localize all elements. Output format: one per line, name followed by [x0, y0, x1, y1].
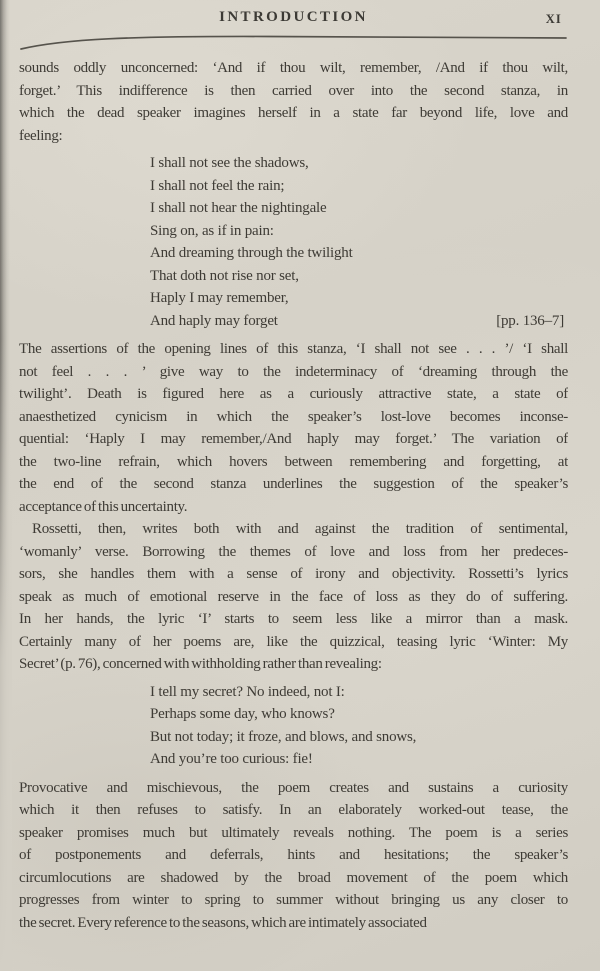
- text-line: which the dead speaker imagines herself in a state far beyond life, love and: [19, 105, 568, 121]
- verse-line: Perhaps some day, who knows?: [150, 706, 335, 722]
- text-column: [19, 57, 568, 934]
- text-line: forget.’ This indifference is then carried over into the second stanza, in: [19, 82, 568, 99]
- page-edge-shadow-fade: [0, 0, 12, 971]
- verse-line: But not today; it froze, and blows, and snows,: [150, 728, 417, 745]
- paragraph-block: [19, 777, 568, 935]
- verse-line: Haply I may remember,: [150, 290, 289, 306]
- text-line: the two-line refrain, which hovers between remembering and forgetting, at: [19, 453, 568, 470]
- text-line: Rossetti, then, writes both with and against the tradition of sentimental,: [32, 521, 568, 537]
- header-rule: [19, 27, 568, 55]
- text-line: In her hands, the lyric ‘I’ starts to seem less like a mirror than a mask.: [19, 611, 568, 627]
- text-line: Provocative and mischievous, the poem creates and sustains a curiosity: [19, 779, 568, 796]
- text-line: the secret. Every reference to the seasons, which are intimately associated: [19, 914, 427, 931]
- text-line: speaker promises much but ultimately reveals nothing. The poem is a series: [19, 824, 568, 841]
- text-line: The assertions of the opening lines of this stanza, ‘I shall not see . . . ’/ ‘I shall: [19, 341, 568, 357]
- text-line: twilight’. Death is figured here as a curiously attractive state, a state of: [19, 386, 568, 402]
- verse-line: I shall not see the shadows,: [150, 155, 309, 171]
- verse-line: And dreaming through the twilight: [150, 245, 353, 261]
- text-line: anaesthetized cynicism in which the speaker’s lost-love becomes inconse-: [19, 408, 568, 425]
- verse-line: I tell my secret? No indeed, not I:: [150, 683, 345, 700]
- text-line: progresses from winter to spring to summer without bringing us any closer to: [19, 892, 568, 908]
- paragraph-block: [19, 57, 568, 147]
- verse-line: I shall not feel the rain;: [150, 177, 285, 194]
- text-line: the end of the second stanza underlines the suggestion of the speaker’s: [19, 476, 568, 492]
- verse-line: [150, 310, 568, 333]
- verse-line: Sing on, as if in pain:: [150, 222, 274, 239]
- page-reference: [pp. 136–7]: [496, 312, 564, 329]
- text-line: speak as much of emotional reserve in the face of loss as they do of suffering.: [19, 588, 568, 605]
- verse-block: [19, 681, 568, 771]
- paragraph-block: [19, 338, 568, 518]
- text-line: circumlocutions are shadowed by the broad movement of the poem which: [19, 869, 568, 886]
- text-line: feeling:: [19, 127, 63, 144]
- text-line: ‘womanly’ verse. Borrowing the themes of love and loss from her predeces-: [19, 543, 568, 560]
- verse-line: I shall not hear the nightingale: [150, 200, 327, 216]
- paragraph-block: [19, 518, 568, 676]
- text-line: Certainly many of her poems are, like the quizzical, teasing lyric ‘Winter: My: [19, 633, 568, 650]
- running-header: [19, 7, 568, 33]
- verse-line: That doth not rise nor set,: [150, 267, 299, 284]
- text-line: quential: ‘Haply I may remember,/And haply may forget.’ The variation of: [19, 431, 568, 447]
- text-line: which it then refuses to satisfy. In an elaborately worked-out tease, the: [19, 802, 568, 818]
- chapter-title: INTRODUCTION: [219, 9, 368, 25]
- text-line: not feel . . . ’ give way to the indeterminacy of ‘dreaming through the: [19, 363, 568, 380]
- verse-block: [19, 152, 568, 332]
- verse-line-text: And haply may forget: [150, 312, 278, 329]
- text-line: of postponements and deferrals, hints and hesitations; the speaker’s: [19, 847, 568, 863]
- page-number: XI: [545, 12, 562, 26]
- verse-line: And you’re too curious: fie!: [150, 751, 313, 767]
- text-line: sounds oddly unconcerned: ‘And if thou wilt, remember, /And if thou wilt,: [19, 60, 568, 76]
- text-line: Secret’ (p. 76), concerned with withholding rather than revealing:: [19, 656, 382, 672]
- text-line: sors, she handles them with a sense of irony and objectivity. Rossetti’s lyrics: [19, 566, 568, 582]
- text-line: acceptance of this uncertainty.: [19, 498, 188, 515]
